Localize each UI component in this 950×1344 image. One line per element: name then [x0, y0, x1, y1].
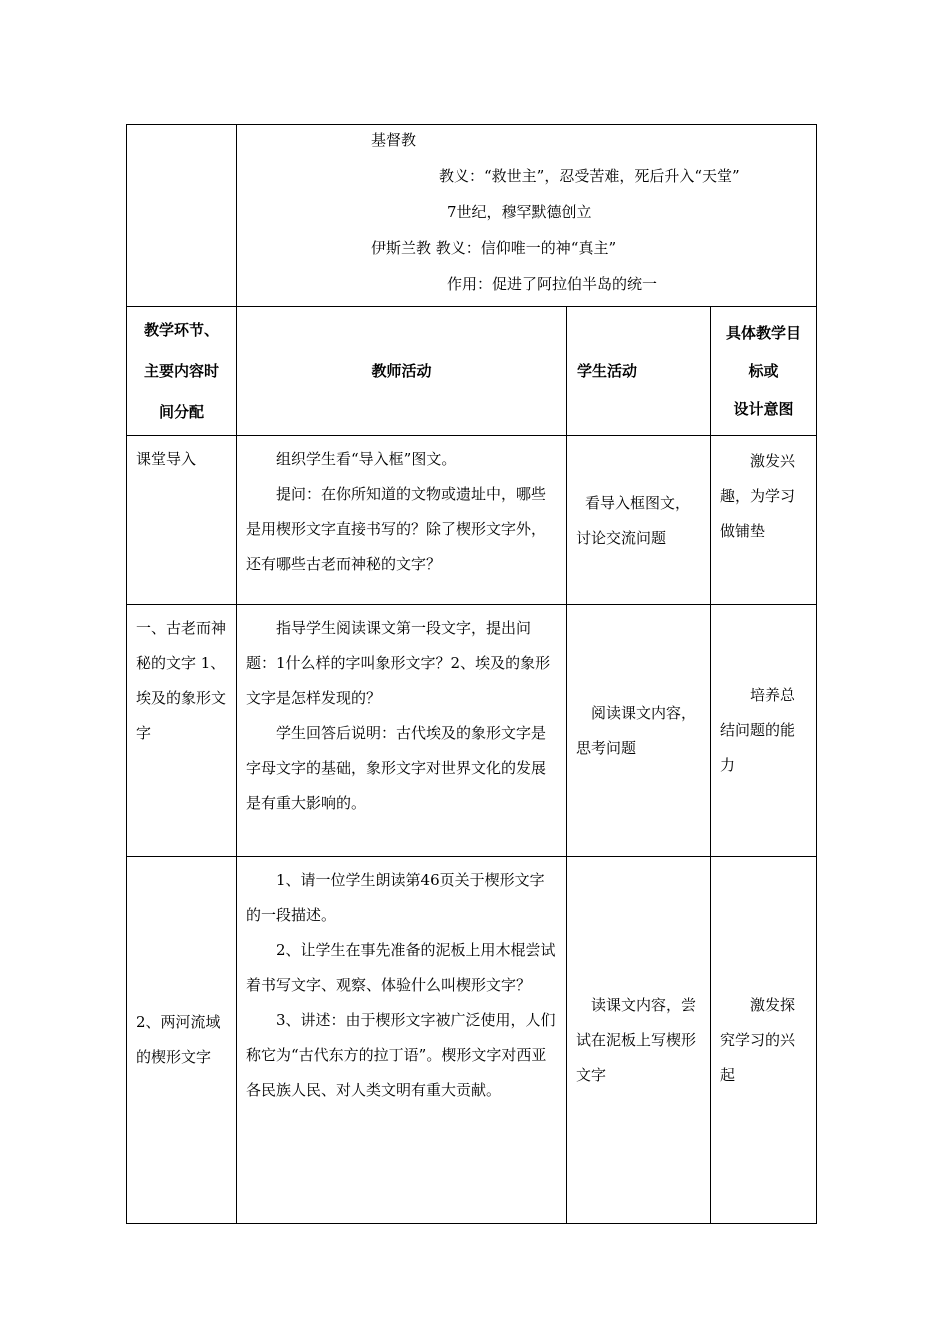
summary-line: 教义：“救世主”，忍受苦难，死后升入“天堂” — [439, 167, 740, 185]
section-cell: 2、两河流域的楔形文字 — [127, 857, 237, 1224]
summary-line: 基督教 — [371, 131, 417, 149]
header-student: 学生活动 — [567, 307, 711, 436]
teacher-paragraph: 学生回答后说明：古代埃及的象形文字是字母文字的基础，象形文字对世界文化的发展是有重大影响的。 — [246, 724, 547, 812]
goal-text: 激发探究学习的兴起 — [720, 995, 796, 1084]
teacher-paragraph: 组织学生看“导入框”图文。 — [276, 450, 457, 468]
goal-cell — [711, 857, 817, 1224]
student-cell — [567, 436, 711, 605]
section-cell: 一、古老而神秘的文字 1、埃及的象形文字 — [127, 605, 237, 857]
header-text: 具体教学目 — [726, 324, 802, 342]
header-section — [127, 307, 237, 436]
table-row — [127, 436, 817, 605]
table-header-row — [127, 307, 817, 436]
student-text: 看导入框图文，讨论交流问题 — [576, 494, 691, 547]
teacher-paragraph: 指导学生阅读课文第一段文字，提出问题：1什么样的字叫象形文字？2、埃及的象形文字是怎样发现的？ — [246, 619, 551, 707]
header-text: 标或 — [748, 362, 779, 380]
teacher-cell — [237, 436, 567, 605]
teacher-paragraph: 3、讲述：由于楔形文字被广泛使用，人们称它为“古代东方的拉丁语”。楔形文字对西亚各民族人民、对人类文明有重大贡献。 — [246, 1011, 556, 1099]
religion-summary-row — [127, 125, 817, 307]
summary-line: 伊斯兰教 教义：信仰唯一的神“真主” — [371, 239, 617, 257]
student-cell — [567, 857, 711, 1224]
teacher-cell — [237, 605, 567, 857]
teacher-cell — [237, 857, 567, 1224]
religion-summary-cell — [237, 125, 817, 307]
table-row — [127, 857, 817, 1224]
lesson-plan-table — [126, 124, 817, 1224]
header-text: 主要内容时 — [143, 361, 219, 380]
header-text: 教学环节、 — [143, 320, 219, 339]
goal-text: 激发兴趣，为学习做铺垫 — [720, 452, 796, 540]
summary-line: 7世纪，穆罕默德创立 — [447, 203, 592, 221]
header-teacher: 教师活动 — [237, 307, 567, 436]
student-text: 读课文内容，尝试在泥板上写楔形文字 — [576, 995, 697, 1084]
goal-text: 培养总结问题的能力 — [720, 686, 796, 774]
goal-cell — [711, 436, 817, 605]
summary-line: 作用：促进了阿拉伯半岛的统一 — [447, 275, 658, 293]
student-cell — [567, 605, 711, 857]
header-text: 间分配 — [158, 402, 204, 421]
table-row — [127, 605, 817, 857]
blank-cell — [127, 125, 237, 307]
teacher-paragraph: 提问：在你所知道的文物或遗址中，哪些是用楔形文字直接书写的？除了楔形文字外，还有哪些古老而神秘的文字？ — [246, 485, 547, 573]
section-cell: 课堂导入 — [127, 436, 237, 605]
teacher-paragraph: 2、让学生在事先准备的泥板上用木棍尝试着书写文字、观察、体验什么叫楔形文字？ — [246, 941, 556, 994]
student-text: 阅读课文内容，思考问题 — [576, 703, 697, 757]
header-text: 设计意图 — [733, 400, 794, 418]
header-goal — [711, 307, 817, 436]
teacher-paragraph: 1、请一位学生朗读第46页关于楔形文字的一段描述。 — [246, 871, 545, 924]
goal-cell — [711, 605, 817, 857]
